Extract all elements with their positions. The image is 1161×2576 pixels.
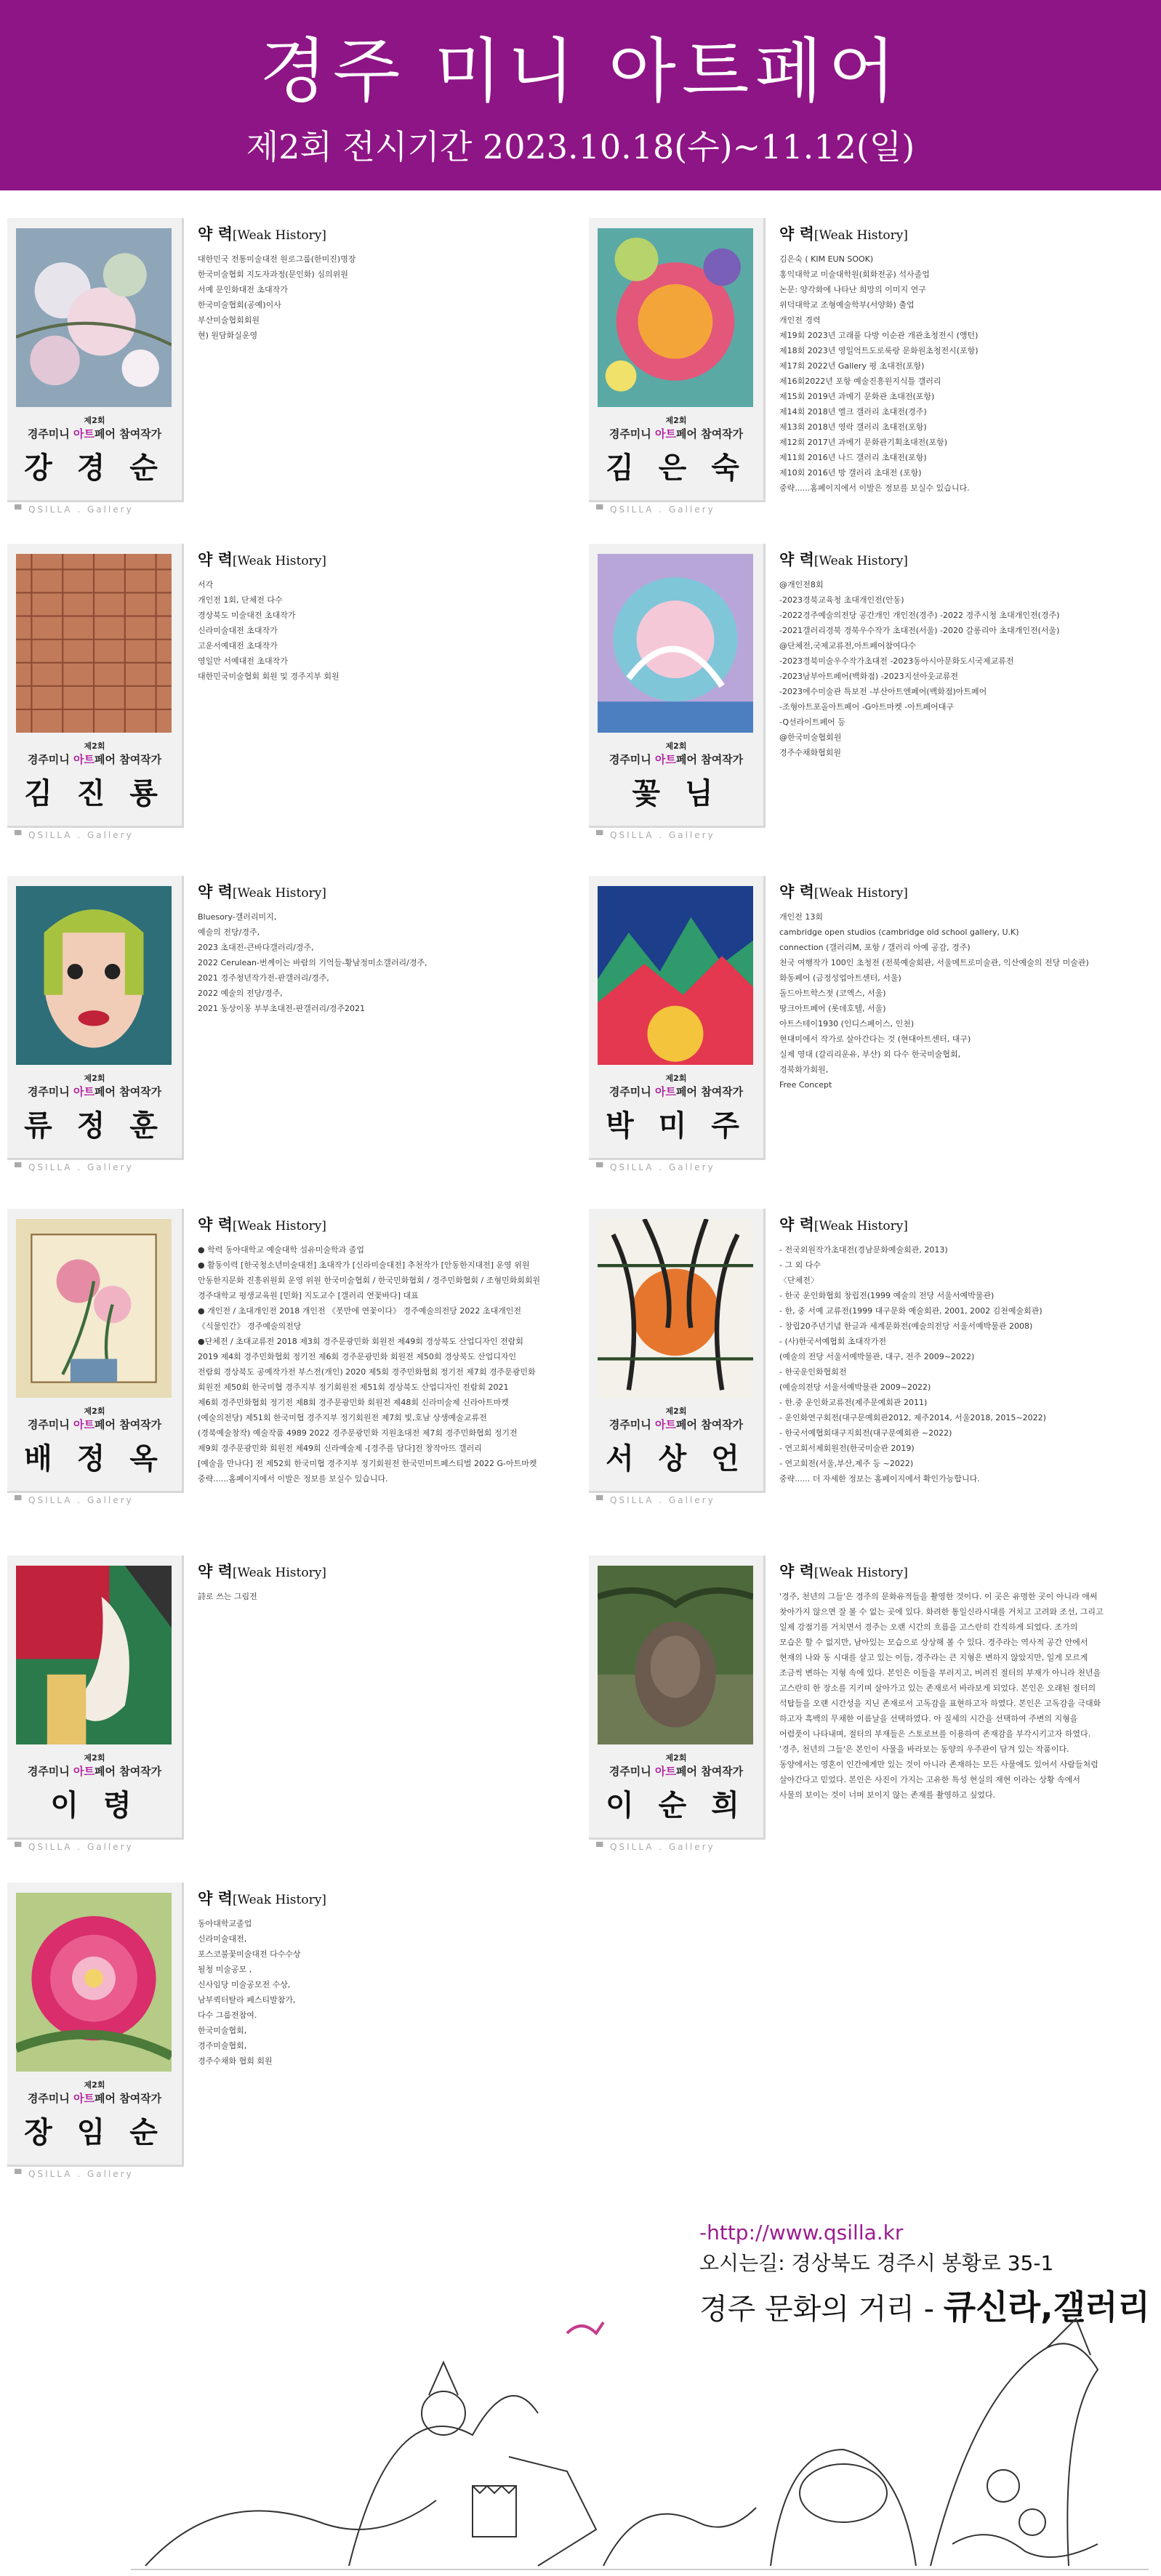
caption-pre: 경주미니 <box>608 753 656 766</box>
artist-bio <box>198 222 561 343</box>
bio-line: - 한국 운인화협회 창립전(1999 예술의 전당 서울서예박물관) <box>779 1291 995 1300</box>
bio-title-ko: 약 력 <box>198 1215 233 1233</box>
bio-line: 경주수채화협회원 <box>779 748 842 757</box>
bio-line: 2021 경주청년작가전-판갤러리/경주, <box>198 973 329 983</box>
artist-entry <box>589 218 1149 523</box>
caption-pre: 경주미니 <box>608 427 656 440</box>
bio-line: 대한민국 전통미술대전 원로그룹(한미진)명장 <box>198 254 356 264</box>
bio-line: -2023경북미술우수작가초대전 -2023동아시아문화도시국제교류전 <box>779 656 1014 666</box>
gallery-brand-mark: ▀ QSILLA . Gallery <box>15 2169 134 2179</box>
bio-line: 제16회2022년 포항 예술진흥원지식틀 갤러리 <box>779 377 941 386</box>
artist-entry <box>7 544 567 849</box>
bio-title <box>198 1560 561 1582</box>
bio-list <box>198 1916 561 2069</box>
bio-line: 한국미술협회 지도자과정(문인화) 심의위원 <box>198 270 348 279</box>
gallery-brand-mark: ▀ QSILLA . Gallery <box>596 1162 715 1172</box>
bio-line: 안동한지문화 진흥위원회 운영 위원 한국미술협회 / 한국민화협회 / 경주민화협회 / 조형민화회회원 <box>198 1276 541 1285</box>
bio-line: connection (갤러리M, 포항 / 갤러리 아예 공감, 경주) <box>779 943 971 952</box>
bio-title-en: [Weak History] <box>813 886 908 901</box>
artist-entry <box>589 1209 1149 1514</box>
bio-line: Bluesory-갤러리미지, <box>198 912 277 922</box>
artist-card <box>589 876 766 1160</box>
caption-art: 아트 <box>655 1765 676 1778</box>
bio-line: @단체전,국제교류전,아트페어참여다수 <box>779 641 917 651</box>
bio-line: 논문: 양각화에 나타난 희망의 이미지 연구 <box>779 285 926 294</box>
bio-line: 詩로 쓰는 그림전 <box>198 1592 257 1601</box>
bio-line: - 한, 중 서예 교류전(1999 대구문화 예술회관, 2001, 2002 김천예술회관) <box>779 1306 1043 1316</box>
gallery-brand-mark: ▀ QSILLA . Gallery <box>15 1842 134 1852</box>
bio-line: -2023경북교육청 초대개인전(안동) <box>779 595 904 605</box>
artist-card <box>7 544 184 828</box>
bio-line: 개인전 13회 <box>779 912 823 922</box>
card-caption <box>7 2090 182 2106</box>
bio-line: -2023에수미술관 특보전 -부산아트엔페어(백화점)아트페어 <box>779 687 987 696</box>
bio-title <box>198 548 561 570</box>
bio-line: 중략......홈페이지에서 이발은 정보를 보실수 있습니다. <box>779 483 970 493</box>
artwork-image <box>16 228 172 407</box>
artist-name: 김 진 룡 <box>24 777 165 810</box>
card-caption <box>7 752 182 767</box>
bio-title-en: [Weak History] <box>232 886 326 901</box>
bio-title <box>779 880 1143 902</box>
card-caption <box>589 1763 763 1779</box>
bio-line: 석탑들을 오랜 시간성을 지닌 존재로서 고독감을 표현하고자 하였다. 본인은 고독감을 극대화 <box>779 1699 1101 1708</box>
bio-line: 아트스테이1930 (인디스페이스, 인천) <box>779 1019 915 1029</box>
bio-line: 김은숙 ( KIM EUN SOOK) <box>779 254 874 264</box>
bio-line: 제6회 경주민화협회 정기전 제8회 경주문광민화 회원전 제48회 신라미술제 신라아트마켓 <box>198 1398 509 1407</box>
bio-title <box>198 880 561 902</box>
bio-line: 개인전 1회, 단체전 다수 <box>198 595 283 605</box>
bio-title-ko: 약 력 <box>198 1889 233 1907</box>
bio-title-en: [Weak History] <box>813 554 908 568</box>
bio-line: 신사임당 미술공모전 수상, <box>198 1980 291 1989</box>
artist-card <box>7 218 184 502</box>
bio-line: 대한민국미술협회 회원 및 경주지부 회원 <box>198 672 340 681</box>
bio-line: 다수 그룹전참여. <box>198 2011 257 2020</box>
card-caption <box>7 1763 182 1779</box>
bio-title-ko: 약 력 <box>779 882 814 901</box>
bio-line: -2021갤러리경북 경북우수작가 초대전(서울) -2020 갈롱리아 초대개인전(서울) <box>779 626 1060 635</box>
series-number: 제2회 <box>665 741 687 751</box>
caption-pre: 경주미니 <box>608 1418 656 1431</box>
bio-line: 회원전 제50회 한국미협 경주지부 정기회원전 제51회 경상북도 산업디자인 전람회 2021 <box>198 1382 509 1392</box>
series-number: 제2회 <box>665 416 687 425</box>
bio-title <box>198 1213 561 1235</box>
bio-line: 천국 여행작가 100인 초청전 (전북예술회관, 서울메트로미술관, 익산예술의 전당 미술관) <box>779 958 1089 967</box>
bio-title-en: [Weak History] <box>813 1219 908 1233</box>
page-title: 경주 미니 아트페어 <box>260 31 901 112</box>
bio-line: 돌드아트학스젓 (코엑스, 서울) <box>779 989 886 998</box>
artwork-image <box>16 886 172 1065</box>
bio-line: 찾아가지 않으면 잘 볼 수 없는 곳에 있다. 화려한 통일신라시대를 거치고 고려와 조선, 그리고 <box>779 1607 1104 1617</box>
gallery-name: 큐신라,갤러리 <box>943 2287 1150 2327</box>
bio-title-ko: 약 력 <box>779 225 814 243</box>
bio-line: [예술을 만나다] 전 제52회 한국미협 경주지부 정기회원전 한국민미트페스티벌 2022 G-아트마켓 <box>198 1459 537 1468</box>
artwork-image <box>598 1219 753 1398</box>
artist-name: 박 미 주 <box>606 1109 747 1143</box>
bio-line: - 연고회전(서울,부산,제주 등 ~2022) <box>779 1459 914 1468</box>
bio-line: 전람회 경상북도 공예작가전 부스전(개인) 2020 제5회 경주민화협회 정기전 제7회 경주문광민화 <box>198 1367 536 1377</box>
gallery-brand-mark: ▀ QSILLA . Gallery <box>15 504 134 515</box>
artist-card <box>589 1209 766 1493</box>
bio-line: @한국미술협회원 <box>779 733 842 742</box>
caption-post: 페어 참여작가 <box>95 1418 162 1431</box>
bio-line: 제9회 경주문광민화 회원전 제49회 신라예술제 -[경주를 담다]전 창작아뜨 갤러리 <box>198 1444 482 1453</box>
bio-line: 서각 <box>198 580 214 589</box>
bio-line: 제13회 2018년 영락 갤러리 초대전(포항) <box>779 422 927 432</box>
bio-title <box>198 222 561 244</box>
bio-line: 《식물인간》 경주예술의전당 <box>198 1321 302 1331</box>
bio-title <box>779 1560 1143 1582</box>
artist-name: 강 경 순 <box>24 451 165 485</box>
bio-list <box>779 251 1143 496</box>
caption-pre: 경주미니 <box>27 427 74 440</box>
caption-art: 아트 <box>73 753 95 766</box>
bio-list <box>779 577 1143 760</box>
bio-line: 2022 예술의 전당/경주, <box>198 989 283 998</box>
artist-entry <box>589 1555 1149 1861</box>
card-caption <box>589 752 763 767</box>
caption-art: 아트 <box>73 427 95 440</box>
caption-post: 페어 참여작가 <box>676 1085 744 1098</box>
bio-title-en: [Weak History] <box>232 228 326 243</box>
artwork-image <box>16 554 172 733</box>
artist-card <box>589 1555 766 1840</box>
artwork-image <box>16 1566 172 1744</box>
bio-line: 모습은 할 수 없지만, 남아있는 모습으로 상상해 볼 수 있다. 경주라는 역사적 공간 안에서 <box>779 1638 1088 1647</box>
artist-card <box>7 1555 184 1840</box>
series-number: 제2회 <box>84 416 105 425</box>
bio-line: 일제 강점기를 거치면서 경주는 오랜 시간의 흐름을 고스란히 간직하게 되었다. 조가의 <box>779 1622 1078 1632</box>
bio-line: 실제 영대 (갈리리운유, 부산) 외 다수 한국미술협회, <box>779 1050 961 1059</box>
artwork-image <box>598 1566 753 1744</box>
bio-line: 고운서예대전 초대작가 <box>198 641 278 651</box>
bio-line: -조형아트포올아트페어 -G아트마켓 -아트페어대구 <box>779 702 954 712</box>
artist-card <box>589 544 766 828</box>
bio-line: -2022경주예술의전당 공간개인 개인전(경주) -2022 경주시청 초대개인전(경주) <box>779 611 1060 620</box>
bio-line: '경주, 천년의 그들'은 본인이 사물을 바라보는 동양의 우주관이 담겨 있는 작품이다. <box>779 1744 1069 1754</box>
bio-line: 경주대학교 평생교육원 [민화] 지도교수 [갤러리 연꽃바다] 대표 <box>198 1291 419 1300</box>
bio-line: 부산미술협회회원 <box>198 315 260 325</box>
bio-line: 위덕대학교 조형예술학부(서양화) 출업 <box>779 300 915 310</box>
bio-title <box>779 222 1143 244</box>
exhibition-period: 제2회 전시기간 2023.10.18(수)~11.12(일) <box>246 127 915 166</box>
bio-line: -Q선라이트페어 등 <box>779 717 845 727</box>
bio-line: ● 활동이력 [한국청소년미술대전] 초대작가 [신라미술대전] 추천작가 [안동한지대전] 운영 위원 <box>198 1260 530 1270</box>
bio-list <box>779 1589 1143 1803</box>
series-number: 제2회 <box>665 1074 687 1083</box>
bio-line: - 한국운인화협회전 <box>779 1367 847 1377</box>
caption-post: 페어 참여작가 <box>676 427 744 440</box>
caption-pre: 경주미니 <box>27 1765 74 1778</box>
bio-line: 한국미술협회, <box>198 2026 247 2035</box>
caption-pre: 경주미니 <box>608 1765 656 1778</box>
bio-list <box>198 909 561 1016</box>
artwork-image <box>16 1219 172 1398</box>
bio-line: (예술의전당) 제51회 한국미협 경주지부 정기회원전 제7회 빛,호남 상생예술교류전 <box>198 1413 487 1422</box>
card-caption <box>7 1417 182 1432</box>
artist-name: 장 임 순 <box>24 2116 165 2149</box>
caption-pre: 경주미니 <box>608 1085 656 1098</box>
bio-line: (예술의 전당 서울서예박물관, 대구, 전주 2009~2022) <box>779 1352 975 1361</box>
artist-card <box>589 218 766 502</box>
bio-line: 동양에서는 영혼이 인간에게만 있는 것이 아니라 존재하는 모든 사물에도 있어서 사람들처럼 <box>779 1760 1098 1769</box>
bio-line: - 운인화연구회전(대구문예회관2012, 제주2014, 서울2018, 2015~2022) <box>779 1413 1046 1422</box>
gallery-url-link[interactable]: -http://www.qsilla.kr <box>699 2221 904 2245</box>
bio-title-ko: 약 력 <box>779 1562 814 1580</box>
bio-line: - 한.중 운인화교류전(제주문예회관 2011) <box>779 1398 928 1407</box>
bio-line: 중략......홈페이지에서 이발은 정보를 보실수 있습니다. <box>198 1474 388 1484</box>
bio-line: 동아대학교졸업 <box>198 1919 252 1928</box>
card-caption <box>589 1417 763 1432</box>
artist-entry <box>7 1555 567 1861</box>
bio-line: - 창립20주년기념 한글과 세계문화전(예술의전당 서울서예박물관 2008) <box>779 1321 1033 1331</box>
bio-line: 경북화가회원, <box>779 1065 829 1074</box>
bio-title <box>779 548 1143 570</box>
bio-line: 남부퀵터탈라 페스티발참가, <box>198 1995 296 2005</box>
bio-line: 신라미술대전, <box>198 1934 247 1944</box>
bio-list <box>198 577 561 684</box>
bio-line: cambridge open studios (cambridge old school gallery, U.K) <box>779 927 1019 937</box>
bio-line: 제11회 2016년 나드 갤러리 초대전(포항) <box>779 453 927 462</box>
bio-line: 경주수채화 협회 회원 <box>198 2056 273 2066</box>
bio-line: 영일만 서예대전 초대작가 <box>198 656 288 666</box>
bio-line: 제15회 2019년 과메기 문화관 초대전(포항) <box>779 392 935 401</box>
gallery-address: 오시는길: 경상북도 경주시 봉황로 35-1 <box>699 2251 1054 2275</box>
bio-title-ko: 약 력 <box>198 882 233 901</box>
bio-title <box>779 1213 1143 1235</box>
header-banner <box>0 0 1161 190</box>
bio-line: '경주, 천년의 그들'은 경주의 문화유적들을 촬영한 것이다. 이 곳은 유명한 곳이 아니라 애써 <box>779 1592 1098 1601</box>
caption-post: 페어 참여작가 <box>676 1418 744 1431</box>
bio-title-en: [Weak History] <box>813 1566 908 1580</box>
bio-line: 현재의 나와 동 시대를 살고 있는 이들, 경주라는 큰 지형은 변하지 않았지만, 일게 모르게 <box>779 1653 1088 1662</box>
bio-line: ● 학력 동아대학교 예술대학 섬유미술학과 졸업 <box>198 1245 364 1255</box>
series-number: 제2회 <box>665 1753 687 1763</box>
card-caption <box>7 426 182 441</box>
bio-line: 신라미술대전 초대작가 <box>198 626 278 635</box>
bio-line: 중략...... 더 자세한 정보는 홈페이지에서 확인가능합니다. <box>779 1474 980 1484</box>
bio-line: 땅크아트페어 (롯데호텔, 서울) <box>779 1004 886 1013</box>
caption-post: 페어 참여작가 <box>95 427 162 440</box>
bio-line: (경북예술창작) 예술작품 4989 2022 경주문광민화 지원초대전 제7회 경주민화협회 정기전 <box>198 1428 518 1438</box>
bio-title-ko: 약 력 <box>198 225 233 243</box>
gallery-brand-mark: ▀ QSILLA . Gallery <box>596 1842 715 1852</box>
caption-pre: 경주미니 <box>27 2092 74 2105</box>
bio-line: (예술의전당 서울서예박물관 2009~2022) <box>779 1382 931 1392</box>
artist-entry <box>589 544 1149 849</box>
bio-line: 2023 초대전-큰바다갤러리/경주, <box>198 943 314 952</box>
bio-line: 될청 미술공모 , <box>198 1965 252 1974</box>
caption-pre: 경주미니 <box>27 1085 74 1098</box>
bio-line: 한국미술협회(공예)이사 <box>198 300 281 310</box>
bio-title-en: [Weak History] <box>813 228 908 243</box>
artist-entry <box>589 876 1149 1181</box>
caption-post: 페어 참여작가 <box>95 1085 162 1098</box>
caption-art: 아트 <box>655 1418 676 1431</box>
caption-pre: 경주미니 <box>27 753 74 766</box>
series-number: 제2회 <box>84 2080 105 2090</box>
bio-title-en: [Weak History] <box>232 554 326 568</box>
artist-card <box>7 1209 184 1493</box>
bio-line: 고스란히 한 장소를 지키며 살아가고 있는 존재로서 바라보게 되었다. 본인은 오래된 절터의 <box>779 1683 1096 1693</box>
bio-line: 포스코불꽃미술대전 다수수상 <box>198 1949 301 1959</box>
bio-line: 현대미에서 작가로 살아간다는 것 (현대아트센터, 대구) <box>779 1034 971 1044</box>
artist-bio <box>198 1887 561 2069</box>
bio-line: 어렴풋이 나타내며, 절터의 부재들은 스토로브를 이용하여 존재감을 부각시키고자 하였다. <box>779 1729 1091 1739</box>
artist-bio <box>198 1213 561 1486</box>
bio-line: 제19회 2023년 고래풀 다방 이순관 개관초청전시 (앵턴) <box>779 331 979 340</box>
bio-title-ko: 약 력 <box>198 550 233 568</box>
bio-line: 제18회 2023년 영일억트도로룩랑 문화원초청전시(포항) <box>779 346 979 355</box>
bio-list <box>198 1242 561 1486</box>
artist-entry <box>7 1209 567 1514</box>
bio-line: 경상북도 미술대전 초대작가 <box>198 611 296 620</box>
card-caption <box>589 426 763 441</box>
bio-line: ● 개인전 / 초대개인전 2018 개인전 《봇만에 연꽃이다》 경주예술의전당 2022 초대개인전 <box>198 1306 522 1316</box>
bio-line: 2022 Cerulean-번께이는 바람의 기억들-황남정미소갤러리/경주, <box>198 958 427 967</box>
artist-card <box>7 1883 184 2167</box>
bio-line: 사물의 보이는 것이 너머 보이지 않는 존재를 촬영하고 싶었다. <box>779 1790 996 1800</box>
gallery-brand-mark: ▀ QSILLA . Gallery <box>15 1162 134 1172</box>
bio-line: 제17회 2022년 Gallery 평 초대전(포항) <box>779 361 925 371</box>
caption-art: 아트 <box>655 427 676 440</box>
artist-bio <box>198 548 561 684</box>
bio-line: 제12회 2017년 과메기 문화관기획초대전(포항) <box>779 438 948 447</box>
caption-art: 아트 <box>73 1418 95 1431</box>
bio-line: 현) 원담화실운영 <box>198 331 258 340</box>
bio-line: Free Concept <box>779 1080 832 1090</box>
artwork-image <box>16 1893 172 2072</box>
series-number: 제2회 <box>84 1753 105 1763</box>
artist-name: 꽃 님 <box>632 777 720 810</box>
bio-title-en: [Weak History] <box>232 1566 326 1580</box>
street-label: 경주 문화의 거리 - <box>699 2293 944 2326</box>
series-number: 제2회 <box>84 741 105 751</box>
series-number: 제2회 <box>84 1074 105 1083</box>
gallery-brand-mark: ▀ QSILLA . Gallery <box>596 1495 715 1505</box>
caption-art: 아트 <box>655 1085 676 1098</box>
caption-art: 아트 <box>655 753 676 766</box>
bio-line: - (사)한국서예협회 초대작가전 <box>779 1337 887 1346</box>
artist-name: 김 은 숙 <box>606 451 747 485</box>
bio-line: - 한국서예협회대구지회전(대구문예회관 ~2022) <box>779 1428 952 1438</box>
bio-line: -2023남부아트페어(백화점) -2023지선아웃교류전 <box>779 672 959 681</box>
bio-title <box>198 1887 561 1909</box>
bio-list <box>779 909 1143 1092</box>
bio-line: 살아간다고 믿었다. 본인은 사진이 가지는 고유한 특성 현실의 재현 이라는 상황 속에서 <box>779 1775 1080 1784</box>
artist-bio <box>198 880 561 1016</box>
bio-title-ko: 약 력 <box>779 1215 814 1233</box>
bio-line: 개인전 경력 <box>779 315 821 325</box>
artwork-image <box>598 228 753 407</box>
artist-name: 이 순 희 <box>606 1789 747 1822</box>
gallery-brand-mark: ▀ QSILLA . Gallery <box>15 830 134 840</box>
artist-bio <box>779 222 1143 496</box>
bio-line: 서예 문인화대전 초대작가 <box>198 285 288 294</box>
bio-line: 제10회 2016년 방 갤러리 초대전 (포항) <box>779 468 922 478</box>
bio-line: 조금씩 변하는 지형 속에 있다. 본인은 이들을 부러지고, 버려진 절터의 부재가 아니라 천년을 <box>779 1668 1101 1678</box>
bio-line: 홍익대학교 미술대학원(회화전공) 석사졸업 <box>779 270 930 279</box>
caption-post: 페어 참여작가 <box>95 753 162 766</box>
artist-name: 배 정 옥 <box>24 1442 165 1476</box>
bio-list <box>198 1589 561 1604</box>
gallery-brand-mark: ▀ QSILLA . Gallery <box>596 830 715 840</box>
caption-pre: 경주미니 <box>27 1418 74 1431</box>
bio-line: 경주미술협회, <box>198 2041 247 2050</box>
caption-art: 아트 <box>73 1765 95 1778</box>
bio-line: - 전국외원작가초대전(경남문화예술회관, 2013) <box>779 1245 948 1255</box>
bio-line: @개인전8회 <box>779 580 824 589</box>
bio-line: 2021 동상이몽 부부초대전-판갤러리/경주2021 <box>198 1004 366 1013</box>
series-number: 제2회 <box>665 1406 687 1416</box>
artist-card <box>7 876 184 1160</box>
artwork-image <box>598 886 753 1065</box>
bio-line: 2019 제4회 경주민화협회 정기전 제6회 경주문광민화 회원전 제50회 경상북도 산업디자인 <box>198 1352 517 1361</box>
artist-bio <box>779 1213 1143 1486</box>
gallery-brand-mark: ▀ QSILLA . Gallery <box>15 1495 134 1505</box>
caption-post: 페어 참여작가 <box>676 753 744 766</box>
bio-line: - 그 외 다수 <box>779 1260 821 1270</box>
caption-post: 페어 참여작가 <box>676 1765 744 1778</box>
series-number: 제2회 <box>84 1406 105 1416</box>
bio-line: 하고자 흑백의 무채한 이름날을 선택하였다. 아 질세의 시간을 선택하여 주변의 지형을 <box>779 1714 1078 1723</box>
artist-name: 류 정 훈 <box>24 1109 165 1143</box>
caption-post: 페어 참여작가 <box>95 1765 162 1778</box>
artist-bio <box>779 880 1143 1092</box>
bio-title-ko: 약 력 <box>779 550 814 568</box>
artist-name: 이 령 <box>50 1789 139 1822</box>
artwork-image <box>598 554 753 733</box>
bio-line: 〈단체전〉 <box>779 1276 819 1285</box>
bio-line: - 연고회서제회원전(한국미술관 2019) <box>779 1444 915 1453</box>
caption-post: 페어 참여작가 <box>95 2092 162 2105</box>
bio-title-ko: 약 력 <box>198 1562 233 1580</box>
artist-entry <box>7 876 567 1181</box>
bio-list <box>198 251 561 343</box>
gallery-brand-mark: ▀ QSILLA . Gallery <box>596 504 715 515</box>
bio-line: ●단체전 / 초대교류전 2018 제3회 경주문광민화 회원전 제49회 경상북도 산업디자인 전람회 <box>198 1337 523 1346</box>
bio-title-en: [Weak History] <box>232 1893 326 1907</box>
bio-line: 예술의 전당/경주, <box>198 927 260 937</box>
caption-art: 아트 <box>73 1085 95 1098</box>
bio-list <box>779 1242 1143 1486</box>
caption-art: 아트 <box>73 2092 95 2105</box>
artist-entry <box>7 1883 567 2188</box>
artist-name: 서 상 언 <box>606 1442 747 1476</box>
bio-line: 제14회 2018년 엘크 갤러리 초대전(경주) <box>779 407 927 416</box>
artist-entry <box>7 218 567 523</box>
artist-bio <box>779 1560 1143 1803</box>
card-caption <box>589 1084 763 1099</box>
artist-bio <box>779 548 1143 760</box>
artist-bio <box>198 1560 561 1604</box>
bio-title-en: [Weak History] <box>232 1219 326 1233</box>
bio-line: 화동페어 (금정성업아트센터, 서울) <box>779 973 901 983</box>
card-caption <box>7 1084 182 1099</box>
footer-illustration <box>131 2304 1149 2573</box>
